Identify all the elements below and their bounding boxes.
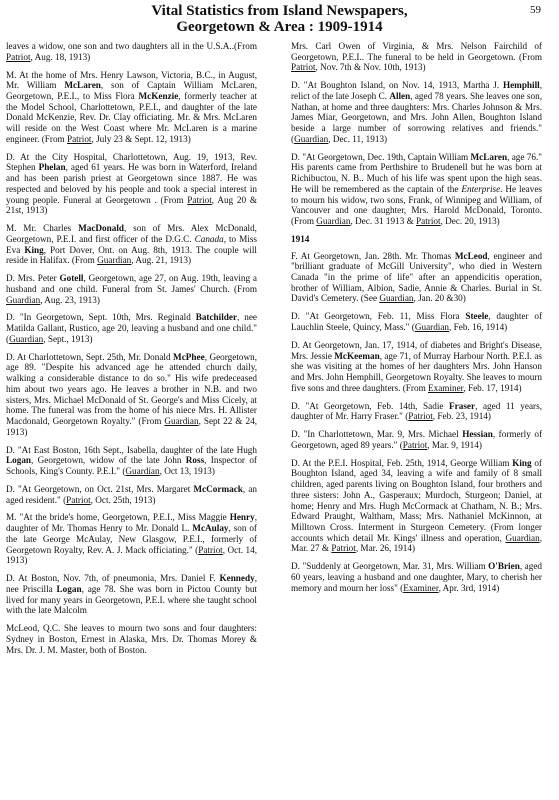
surname: Hessian bbox=[462, 429, 493, 440]
entry-text: , formerly teacher at the Model School, Charlottetown, P.E.I., and daughter of the late Donald McKenzie, Rev. Dr. Clay officiating. Mr. & Mrs. McLaren will reside on the West Coast where Mr. McLaren is a marine engineer. (From bbox=[6, 91, 258, 144]
entry-text: , Apr. 3rd, 1914) bbox=[438, 582, 500, 593]
entry-text: , Dec. 20, 1913) bbox=[440, 215, 500, 226]
entry-text: , nee Matilda Gallant, Rustico, age 20, leaving a husband and one child." ( bbox=[6, 312, 257, 344]
page-title-line-1: Vital Statistics from Island Newspapers, bbox=[151, 3, 408, 19]
record-entry bbox=[6, 70, 257, 145]
entry-text: , aged 78 years. She leaves one son, Nathan, at home and three daughters: Mrs. Charles Johnson & Mrs. James Miar, Georgetown, and Mrs. John Allen, Boughton Island beside a large number of sorrowing relatives and friends." ( bbox=[291, 91, 542, 144]
entry-text: , Oct. 14, 1913) bbox=[6, 544, 257, 566]
surname: O'Brien bbox=[488, 561, 520, 572]
surname: Allen bbox=[389, 91, 411, 101]
entry-text: , Mar. 9, 1914) bbox=[427, 439, 482, 450]
record-entry bbox=[291, 340, 542, 394]
page-header bbox=[0, 3, 559, 35]
newspaper-name: Guardian bbox=[379, 293, 414, 304]
entry-text: , Aug. 23, 1913) bbox=[40, 294, 100, 305]
surname: Batchilder bbox=[195, 312, 238, 323]
entry-text: D. "In Charlottetown, Mar. 9, Mrs. Michael bbox=[291, 429, 463, 440]
newspaper-name: Guardian bbox=[97, 255, 132, 266]
year-heading: 1914 bbox=[291, 233, 310, 244]
surname: McKenzie bbox=[138, 91, 179, 101]
entry-text: D. "At Georgetown, on Oct. 21st, Mrs. Margaret bbox=[6, 483, 194, 494]
record-entry bbox=[291, 311, 542, 332]
entry-text: D. "In Georgetown, Sept. 10th, Mrs. Reginald bbox=[6, 312, 196, 323]
record-entry bbox=[6, 352, 257, 438]
entry-text: , Port Dover, Ont. on Aug. 8th, 1913. The couple will reside in Halifax. (From bbox=[6, 244, 257, 266]
record-entry bbox=[291, 429, 542, 450]
newspaper-name: Patriot bbox=[66, 133, 92, 144]
record-entry bbox=[6, 445, 257, 477]
surname: McLaren bbox=[470, 151, 508, 162]
entry-text: , Aug. 18, 1913) bbox=[30, 51, 91, 62]
entry-text: , Oct. 25th, 1913) bbox=[90, 494, 156, 505]
record-entry bbox=[6, 573, 257, 616]
entry-text: , Georgetown, age 27, on Aug. 19th, leaving a husband and one child. Funeral from St. James' Church. (From bbox=[6, 273, 257, 294]
entry-text: D. At Charlottetown, Sept. 25th, Mr. Donald bbox=[6, 351, 174, 362]
newspaper-name: Guardian bbox=[316, 215, 351, 226]
entry-text: Mrs. Carl Owen of Virginia, & Mrs. Nelson Fairchild of Georgetown, P.E.I.. The funeral to be held in Georgetown. (From bbox=[291, 41, 542, 62]
entry-text: , aged 60 years, leaving a husband and one daughter, Mary, to cherish her memory and mourn her loss" ( bbox=[291, 561, 542, 593]
entry-text: D. "At Boughton Island, on Nov. 14, 1913, Martha J. bbox=[291, 80, 503, 91]
newspaper-name: Patriot bbox=[198, 544, 223, 555]
newspaper-name: Guardian bbox=[125, 465, 160, 476]
surname: Logan bbox=[6, 455, 32, 466]
entry-text: D. "Suddenly at Georgetown, Mar. 31, Mrs. William bbox=[291, 561, 489, 572]
surname: Henry bbox=[229, 512, 255, 523]
entry-text: , Georgetown, widow of the late John bbox=[31, 455, 186, 466]
page-title-line-2: Georgetown & Area : 1909-1914 bbox=[176, 19, 383, 35]
entry-text: , Oct 13, 1913) bbox=[159, 465, 215, 476]
record-entry bbox=[291, 251, 542, 305]
entry-text: M. Mr. Charles bbox=[6, 223, 79, 234]
surname: Gotell bbox=[59, 273, 84, 284]
record-entry bbox=[6, 152, 257, 216]
surname: Logan bbox=[56, 583, 82, 594]
entry-text: , relict of the late Joseph C. bbox=[291, 80, 542, 101]
record-entry bbox=[291, 152, 542, 227]
entry-text: , age 71, of Murray Harbour North. P.E.I. as she was visiting at the homes of her daughters Mrs. John Hanson and Mrs. John Hemphill, Georgetown Royalty. She leaves to mourn five sons and three daughters. (From bbox=[291, 350, 542, 393]
newspaper-name: Guardian bbox=[6, 294, 41, 305]
entry-text: , Feb. 17, 1914) bbox=[463, 382, 522, 393]
entry-text: D. "At Georgetown, Feb. 11, Miss Flora bbox=[291, 311, 466, 322]
entry-text: D. "At Georgetown, Feb. 14th, Sadie bbox=[291, 400, 450, 411]
newspaper-name: Guardian bbox=[9, 333, 44, 344]
entry-text: D. At the P.E.I. Hospital, Feb. 25th, 1914, George William bbox=[291, 457, 513, 468]
surname: McLeod bbox=[454, 250, 488, 261]
entry-text: , age 78. She was born in Pictou County but lived for many years in Georgetown, P.E.I. where she taught school with the late Malcolm bbox=[6, 583, 257, 616]
entry-text: , Sept 22 & 24, 1913) bbox=[6, 415, 257, 437]
entry-text: McLeod, Q.C. She leaves to mourn two sons and four daughters: Sydney in Boston, Ernest in Alaska, Mrs. Dr. Thomas Morey & Mrs. Dr. J. M. Master, both of Boston. bbox=[6, 623, 257, 655]
record-entry bbox=[291, 80, 542, 144]
newspaper-name: Guardian bbox=[164, 415, 199, 426]
newspaper-name: Patriot bbox=[416, 215, 441, 226]
newspaper-name: Patriot bbox=[66, 494, 91, 505]
newspaper-name: Guardian bbox=[414, 321, 450, 332]
entry-text: . He leaves to mourn his widow, two sons, Frank, of Winnipeg and William, of Vancouver and one daughter, Mrs. Harold McDonald, Toronto. (From bbox=[291, 183, 543, 226]
entry-text: , July 23 & Sept. 12, 1913) bbox=[91, 133, 191, 144]
surname: McAulay bbox=[192, 523, 229, 534]
entry-text: D. At the City Hospital, Charlottetown, Aug. 19, 1913, Rev. Stephen bbox=[6, 151, 257, 173]
surname: Kennedy bbox=[219, 573, 255, 584]
entry-text: , nee Priscilla bbox=[6, 573, 257, 594]
record-entry bbox=[6, 512, 257, 566]
newspaper-name: Guardian bbox=[505, 532, 540, 543]
surname: McKeeman bbox=[334, 350, 380, 361]
entry-text: , an aged resident." ( bbox=[6, 483, 258, 505]
newspaper-name: Patriot bbox=[408, 411, 433, 422]
entry-text: , aged 61 years. He was born in Waterford, Ireland and has been parish priest at Georgetown since 1887. He was respected and beloved by his people and took a special interest in young people. Funeral at Georgetown . (From bbox=[6, 162, 257, 205]
entry-text: , aged 11 years, daughter of Mr. Harry Fraser." ( bbox=[291, 400, 542, 422]
record-entry bbox=[291, 458, 542, 554]
right-column-entries-1914 bbox=[291, 251, 542, 594]
page-number: 59 bbox=[530, 4, 541, 16]
entry-text: D. At Boston, Nov. 7th, of pneumonia, Mrs. Daniel F. bbox=[6, 573, 220, 584]
record-entry bbox=[6, 312, 257, 344]
surname: King bbox=[24, 244, 44, 255]
newspaper-name: Patriot bbox=[6, 51, 31, 62]
entry-text: , son of the late George McAulay, New Glasgow, P.E.I., formerly of Georgetown Royalty, Rev. A. J. Mack officiating." ( bbox=[6, 523, 257, 555]
record-entry bbox=[291, 401, 542, 422]
entry-text: , to Miss Eva bbox=[6, 233, 257, 255]
entry-text: , Feb. 16, 1914) bbox=[449, 321, 508, 332]
surname: King bbox=[512, 457, 532, 468]
entry-text: leaves a widow, one son and two daughters all in the U.S.A..(From bbox=[6, 41, 257, 51]
entry-text: of Boughton Island, aged 34, leaving a wife and family of 8 small children, aged parents living on Boughton Island, four brothers and three sisters: John A., Gasperaux; Murdoch, Sturgeon; Daniel, at home; Henry and Mrs. Hugh McCormack at Chatham, N. B.; Mrs. Edward Praught, Waltham, Mass; Mrs. Nathaniel McKinnon, at Milltown Cross. Interment in Sturgeon Cemetery. (From longer accounts which detail Mr. Kings' illness and operation, bbox=[291, 457, 542, 543]
newspaper-name: Patriot bbox=[291, 62, 316, 73]
entry-text: , engineer and "brilliant graduate of McGill University", who died in Western Canada "in the prime of life" after an appendicitis operation, brother of William, Albion, Sadie, Annie & Charles. Burial in St. David's Cemetery. (See bbox=[291, 250, 542, 304]
entry-text: D. "At East Boston, 16th Sept., Isabella, daughter of the late Hugh bbox=[6, 444, 257, 455]
surname: Ross bbox=[185, 455, 205, 466]
surname: Hemphill bbox=[502, 80, 540, 91]
newspaper-name: Examiner bbox=[403, 582, 439, 593]
left-column bbox=[6, 41, 257, 662]
right-column-entries-1913 bbox=[291, 41, 542, 227]
entry-text: , Nov. 7th & Nov. 10th, 1913) bbox=[315, 62, 426, 73]
entry-text: , daughter of Lauchlin Steele, Quincy, Mass." ( bbox=[291, 311, 542, 332]
entry-text: , Aug. 21, 1913) bbox=[131, 255, 191, 266]
record-entry bbox=[291, 561, 542, 593]
record-entry bbox=[6, 484, 257, 505]
entry-text: , daughter of Mr. Thomas Henry to Mr. Donald L. bbox=[6, 512, 257, 534]
entry-text: , age 76." His parents came from Perthshire to Brudenell but he was born at Richibuctou, N. B.. Much of his life was spent upon the high seas. He will be remembered as the captain of the bbox=[291, 151, 543, 194]
entry-text: , Feb. 23, 1914) bbox=[432, 411, 491, 422]
record-entry bbox=[6, 41, 257, 62]
record-entry bbox=[6, 223, 257, 266]
entry-text: , Dec. 11, 1913) bbox=[328, 133, 388, 144]
entry-text: M. At the home of Mrs. Henry Lawson, Victoria, B.C., in August, Mr. William bbox=[6, 69, 257, 91]
entry-text: , Jan. 20 &30) bbox=[413, 293, 466, 304]
newspaper-name: Patriot bbox=[187, 194, 212, 205]
surname: MacDonald bbox=[78, 223, 125, 234]
right-column bbox=[291, 41, 542, 601]
newspaper-name: Patriot bbox=[331, 543, 356, 554]
newspaper-name: Guardian bbox=[294, 133, 329, 144]
entry-text: , Sept., 1913) bbox=[43, 333, 93, 344]
record-entry bbox=[6, 623, 257, 655]
entry-text: , son of Captain William McLaren, Georgetown, P.E.I., to Miss Flora bbox=[6, 80, 258, 101]
entry-text: D. "At Georgetown, Dec. 19th, Captain William bbox=[291, 151, 471, 162]
record-entry bbox=[6, 273, 257, 305]
entry-text: F. At Georgetown, Jan. 28th. Mr. Thomas bbox=[291, 250, 455, 261]
surname: McCormack bbox=[193, 483, 243, 494]
record-entry bbox=[291, 41, 542, 73]
entry-text: M. "At the bride's home, Georgetown, P.E.I., Miss Maggie bbox=[6, 512, 230, 523]
surname: Steele bbox=[465, 311, 489, 322]
surname: Fraser bbox=[449, 400, 476, 411]
entry-text: D. At Georgetown, Jan. 17, 1914, of diabetes and Bright's Disease, Mrs. Jessie bbox=[291, 339, 542, 361]
entry-text: , Mar. 26, 1914) bbox=[355, 543, 416, 554]
entry-text: D. Mrs. Peter bbox=[6, 273, 60, 284]
surname: Phelan bbox=[38, 162, 66, 173]
italic-text: Canada bbox=[194, 233, 224, 244]
newspaper-name: Examiner bbox=[428, 382, 464, 393]
newspaper-name: Patriot bbox=[402, 439, 428, 450]
entry-text: , formerly of Georgetown, aged 89 years." ( bbox=[291, 429, 543, 450]
entry-text: , son of Mrs. Alex McDonald, Georgetown, P.E.I. and first officer of the D.G.C. bbox=[6, 223, 257, 244]
entry-text: , Georgetown, age 89. "Despite his advanced age he attended church daily, walking a considerable distance to do so." His wife predeceased him about two years ago. He leaves a brother in N.B. and two sisters, Mrs. Michael McDonald of St. George's and Miss Cicely, at home. The funeral was from the home of his niece Mrs. H. Allister Macdonald, Georgetown Royalty." (From bbox=[6, 351, 257, 426]
italic-text: Enterprise bbox=[461, 183, 501, 194]
entry-text: , Aug 20 & 21st, 1913) bbox=[6, 194, 258, 216]
surname: McLaren bbox=[64, 80, 101, 91]
surname: McPhee bbox=[173, 351, 205, 362]
entry-text: , Inspector of Schools, King's County. P.E.I." ( bbox=[6, 455, 257, 476]
entry-text: , Dec. 31 1913 & bbox=[350, 215, 417, 226]
entry-text: , Mar. 27 & bbox=[291, 532, 542, 554]
